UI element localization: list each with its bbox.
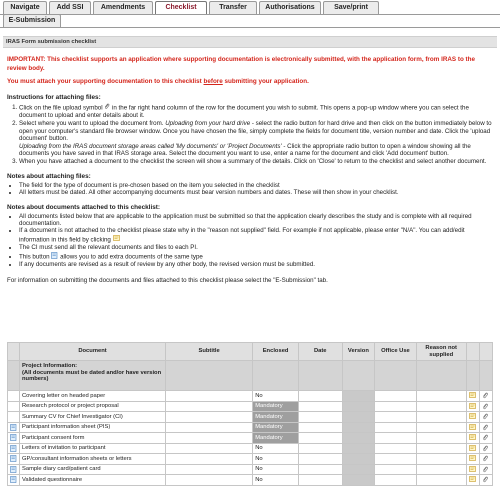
header-subtitle: Subtitle [166, 343, 253, 361]
reason-cell [416, 443, 466, 454]
version-cell [342, 443, 375, 454]
add-document-icon[interactable] [10, 445, 17, 452]
upload-cell [479, 464, 492, 475]
subtitle-cell [166, 422, 253, 433]
header-document: Document [19, 343, 165, 361]
edit-cell [466, 433, 479, 444]
list-item: • If any documents are revised as a result of review by any other body, the revised version must be submitted. [19, 261, 495, 268]
edit-cell [466, 401, 479, 412]
add-cell [8, 475, 20, 486]
document-name: Participant consent form [19, 433, 165, 444]
office-use-cell [375, 412, 416, 423]
upload-cell [479, 475, 492, 486]
enclosed-cell: Mandatory [253, 412, 299, 423]
date-cell [298, 391, 342, 402]
add-cell [8, 433, 20, 444]
subtitle-cell [166, 412, 253, 423]
edit-note-icon[interactable] [469, 424, 476, 431]
blank-cell [342, 361, 375, 391]
upload-cell [479, 412, 492, 423]
list-item: • The field for the type of document is pre-chosen based on the item you selected in the checklist [19, 182, 495, 189]
list-item: • This button allows you to add extra documents of the same type [19, 252, 495, 261]
edit-note-icon[interactable] [469, 413, 476, 420]
header-date: Date [298, 343, 342, 361]
add-document-icon [51, 252, 58, 261]
office-use-cell [375, 475, 416, 486]
table-row [8, 475, 493, 486]
notes-files-list [7, 182, 495, 197]
tab-divider-2 [0, 27, 500, 28]
edit-cell [466, 454, 479, 465]
date-cell [298, 454, 342, 465]
header-blank [479, 343, 492, 361]
esubmission-note: For information on submitting the documents and files attached to this checklist please select the "E-Submission" tab. [7, 277, 328, 285]
tab-transfer[interactable]: Transfer [209, 1, 257, 14]
header-enclosed: Enclosed [253, 343, 299, 361]
reason-cell [416, 422, 466, 433]
date-cell [298, 401, 342, 412]
subtitle-cell [166, 433, 253, 444]
office-use-cell [375, 433, 416, 444]
enclosed-cell: Mandatory [253, 433, 299, 444]
blank-cell [8, 361, 20, 391]
document-name: Participant information sheet (PIS) [19, 422, 165, 433]
edit-cell [466, 422, 479, 433]
paperclip-icon[interactable] [482, 434, 489, 441]
date-cell [298, 475, 342, 486]
section-title: Project Information: (All documents must be dated and/or have version numbers) [19, 361, 165, 391]
upload-cell [479, 433, 492, 444]
paperclip-icon[interactable] [482, 445, 489, 452]
add-cell [8, 422, 20, 433]
instructions-heading: Instructions for attaching files: [7, 93, 101, 101]
instruction-item: 1. Click on the file upload symbol in the far right hand column of the row for the document you wish to submit. This opens a pop-up window where you can select the document to upload and enter details about it. [19, 103, 495, 120]
tab-authorisations[interactable]: Authorisations [259, 1, 321, 14]
blank-cell [466, 361, 479, 391]
paperclip-icon[interactable] [482, 413, 489, 420]
tab-checklist[interactable]: Checklist [155, 1, 207, 15]
enclosed-cell: Mandatory [253, 422, 299, 433]
tab-save-print[interactable]: Save/print [323, 1, 379, 14]
paperclip-icon[interactable] [482, 455, 489, 462]
reason-cell [416, 475, 466, 486]
edit-note-icon[interactable] [469, 434, 476, 441]
upload-cell [479, 422, 492, 433]
table-row [8, 454, 493, 465]
tab-bar [0, 0, 500, 28]
checklist-header: IRAS Form submission checklist [3, 36, 497, 48]
version-cell [342, 412, 375, 423]
table-row [8, 443, 493, 454]
version-cell [342, 401, 375, 412]
date-cell [298, 443, 342, 454]
add-document-icon[interactable] [10, 476, 17, 483]
enclosed-cell: No [253, 475, 299, 486]
office-use-cell [375, 422, 416, 433]
add-document-icon[interactable] [10, 466, 17, 473]
table-row [8, 412, 493, 423]
edit-note-icon[interactable] [469, 403, 476, 410]
checklist-table [7, 342, 493, 486]
instructions-content [7, 52, 495, 285]
office-use-cell [375, 464, 416, 475]
list-item: • All letters must be dated. All other accompanying documents must bear version numbers and dates. These will then show in your checklist. [19, 189, 495, 196]
enclosed-cell: No [253, 454, 299, 465]
list-item: • The CI must send all the relevant documents and files to each PI. [19, 244, 495, 251]
table-row [8, 422, 493, 433]
table-row [8, 464, 493, 475]
edit-cell [466, 464, 479, 475]
version-cell [342, 475, 375, 486]
document-name: Letters of invitation to participant [19, 443, 165, 454]
blank-cell [166, 361, 253, 391]
reason-cell [416, 464, 466, 475]
edit-cell [466, 391, 479, 402]
add-document-icon[interactable] [10, 434, 17, 441]
list-item: • All documents listed below that are applicable to the application must be submitted so that the application clearly describes the study and is complete with all required documentation. [19, 213, 495, 228]
subtitle-cell [166, 443, 253, 454]
notes-files-heading: Notes about attaching files: [7, 172, 91, 180]
list-item: • If a document is not attached to the checklist please state why in the "reason not supplied" field. For example if not applicable, please enter "N/A". You can add/edit information in this field by clicking [19, 227, 495, 244]
document-name: Summary CV for Chief Investigator (CI) [19, 412, 165, 423]
important-notice: IMPORTANT: This checklist supports an application where supporting documentation is electronically submitted, with the application form, from IRAS to the review body. [7, 56, 475, 72]
enclosed-cell: No [253, 464, 299, 475]
subtitle-cell [166, 391, 253, 402]
document-name: GP/consultant information sheets or letters [19, 454, 165, 465]
edit-note-icon [113, 235, 120, 244]
paperclip-icon[interactable] [482, 392, 489, 399]
table-row [8, 391, 493, 402]
reason-cell [416, 412, 466, 423]
tab-add-ssi[interactable]: Add SSI [49, 1, 91, 14]
office-use-cell [375, 454, 416, 465]
paperclip-icon[interactable] [482, 424, 489, 431]
add-cell [8, 464, 20, 475]
instruction-item: 3. When you have attached a document to the checklist the screen will show a summary of the details. Click on 'Close' to return to the checklist and select another document. [19, 158, 495, 165]
header-reason: Reason not supplied [416, 343, 466, 361]
reason-cell [416, 391, 466, 402]
reason-cell [416, 454, 466, 465]
subtitle-cell [166, 464, 253, 475]
blank-cell [416, 361, 466, 391]
add-document-icon[interactable] [10, 455, 17, 462]
document-name: Covering letter on headed paper [19, 391, 165, 402]
date-cell [298, 412, 342, 423]
notes-docs-list [7, 213, 495, 269]
office-use-cell [375, 391, 416, 402]
blank-cell [298, 361, 342, 391]
blank-cell [375, 361, 416, 391]
tab-amendments[interactable]: Amendments [93, 1, 153, 14]
edit-cell [466, 443, 479, 454]
upload-cell [479, 454, 492, 465]
edit-note-icon[interactable] [469, 476, 476, 483]
subtitle-cell [166, 475, 253, 486]
document-name: Research protocol or project proposal [19, 401, 165, 412]
reason-cell [416, 401, 466, 412]
office-use-cell [375, 401, 416, 412]
header-blank [8, 343, 20, 361]
add-cell [8, 391, 20, 402]
blank-cell [253, 361, 299, 391]
version-cell [342, 391, 375, 402]
header-office-use: Office Use [375, 343, 416, 361]
edit-note-icon[interactable] [469, 455, 476, 462]
blank-cell [479, 361, 492, 391]
enclosed-cell: No [253, 391, 299, 402]
date-cell [298, 422, 342, 433]
instructions-list [7, 103, 495, 166]
reason-cell [416, 433, 466, 444]
edit-note-icon[interactable] [469, 466, 476, 473]
tab-e-submission[interactable]: E-Submission [3, 14, 61, 27]
table-header-row [8, 343, 493, 361]
date-cell [298, 433, 342, 444]
paperclip-icon[interactable] [482, 476, 489, 483]
header-version: Version [342, 343, 375, 361]
enclosed-cell: Mandatory [253, 401, 299, 412]
office-use-cell [375, 443, 416, 454]
edit-cell [466, 412, 479, 423]
document-name: Sample diary card/patient card [19, 464, 165, 475]
add-cell [8, 443, 20, 454]
tab-divider [0, 14, 500, 15]
subtitle-cell [166, 401, 253, 412]
notes-docs-heading: Notes about documents attached to this checklist: [7, 203, 161, 211]
date-cell [298, 464, 342, 475]
enclosed-cell: No [253, 443, 299, 454]
section-row [8, 361, 493, 391]
version-cell [342, 422, 375, 433]
must-attach-notice: You must attach your supporting documentation to this checklist before submitting your application. [7, 78, 309, 85]
table-row [8, 433, 493, 444]
edit-cell [466, 475, 479, 486]
add-document-icon[interactable] [10, 424, 17, 431]
paperclip-icon[interactable] [482, 403, 489, 410]
add-cell [8, 454, 20, 465]
version-cell [342, 454, 375, 465]
document-name: Validated questionnaire [19, 475, 165, 486]
version-cell [342, 464, 375, 475]
edit-note-icon[interactable] [469, 392, 476, 399]
table-row [8, 401, 493, 412]
instruction-item: 2. Select where you want to upload the document from. Uploading from your hard drive - select the radio button for hard drive and then click on the button immediately below to open your computer's standard file browser window. Once you have chosen the file, simply complete the fields for document title, version number and date. Click the 'upload document' button. Uploading from the IRAS document storage areas called 'My documents' or 'Project Documents' - Click the appropriate radio button to open a window showing all the documents you have saved in that IRAS storage area. Select the document you want to use, enter a name for the document and click 'Add document' button. [19, 120, 495, 157]
upload-cell [479, 401, 492, 412]
version-cell [342, 433, 375, 444]
edit-note-icon[interactable] [469, 445, 476, 452]
add-cell [8, 401, 20, 412]
subtitle-cell [166, 454, 253, 465]
header-blank [466, 343, 479, 361]
upload-cell [479, 443, 492, 454]
tab-navigate[interactable]: Navigate [3, 1, 47, 14]
upload-cell [479, 391, 492, 402]
add-cell [8, 412, 20, 423]
paperclip-icon[interactable] [482, 466, 489, 473]
